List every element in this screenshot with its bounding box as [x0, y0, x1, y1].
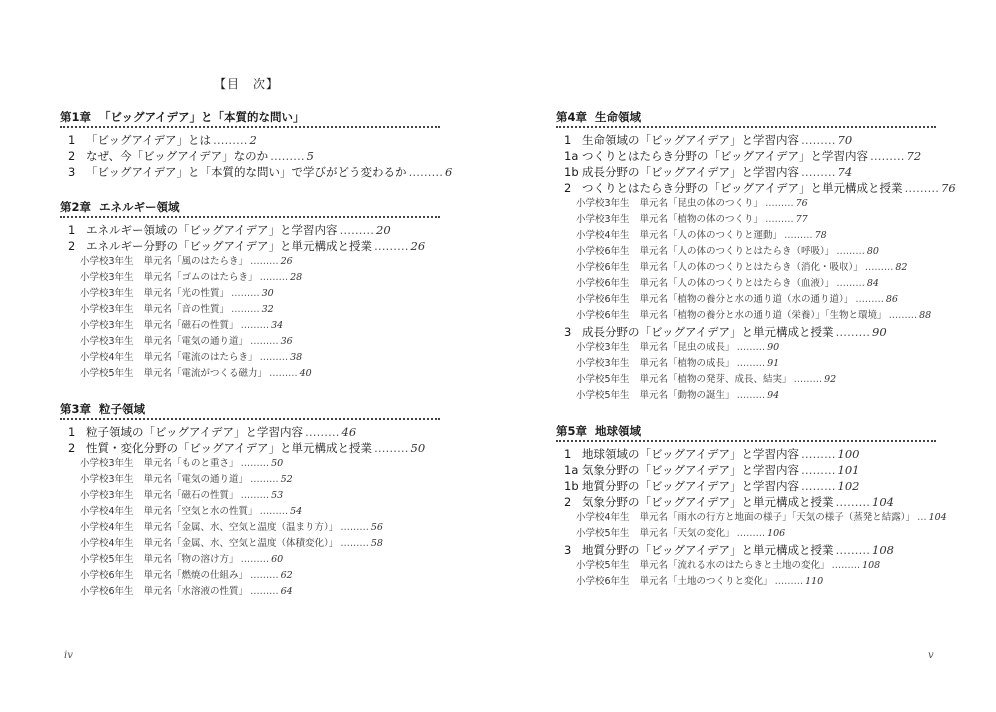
toc-subentry [556, 292, 936, 308]
entry-page: 6 [445, 165, 453, 179]
toc-subentry [556, 356, 936, 372]
entry-number: 1 [68, 223, 76, 237]
entry-title: つくりとはたらき分野の「ビッグアイデア」と学習内容 [582, 149, 869, 163]
entry-title: 単元名「人の体のつくりとはたらき（呼吸）」 [639, 246, 835, 257]
entry-title: 単元名「電流のはたらき」 [143, 352, 258, 363]
entry-title: 単元名「植物の体のつくり」 [639, 214, 764, 225]
toc-entry [60, 132, 440, 148]
entry-grade: 小学校3年生 [80, 474, 134, 485]
entry-page: 5 [306, 149, 314, 163]
entry-page: 108 [872, 543, 894, 557]
toc-subentry [60, 254, 440, 270]
toc-subentry [60, 318, 440, 334]
leader-dots: ……… [408, 165, 444, 179]
leader-dots: ……… [259, 352, 289, 363]
leader-dots: ……… [250, 256, 279, 267]
entry-grade: 小学校5年生 [80, 554, 134, 565]
entry-page: 32 [261, 304, 274, 315]
leader-dots: ……… [835, 543, 871, 557]
leader-dots: ……… [835, 325, 871, 339]
toc-subentry [60, 504, 440, 520]
leader-dots: ……… [870, 149, 905, 163]
entry-title: 単元名「人の体のつくりとはたらき（血液）」 [639, 278, 835, 289]
entry-page: 62 [280, 570, 293, 581]
entry-grade: 小学校5年生 [576, 528, 630, 539]
entry-grade: 小学校4年生 [80, 352, 134, 363]
entry-grade: 小学校3年生 [80, 304, 134, 315]
entry-page: 108 [862, 560, 881, 571]
entry-page: 90 [872, 325, 887, 339]
entry-number: 3 [564, 325, 572, 339]
toc-subentry [556, 526, 936, 542]
page-number-right: v [928, 650, 934, 661]
entry-grade: 小学校5年生 [576, 390, 630, 401]
entry-title: 地球領域の「ビッグアイデア」と学習内容 [582, 447, 800, 461]
entry-number: 2 [68, 239, 76, 253]
chapter-number: 第4章 [556, 110, 588, 124]
entry-grade: 小学校3年生 [576, 198, 630, 209]
entry-grade: 小学校5年生 [576, 560, 630, 571]
entry-grade: 小学校3年生 [80, 336, 134, 347]
entry-page: 56 [370, 522, 383, 533]
chapter-title: 「ビッグアイデア」と「本質的な問い」 [99, 110, 305, 124]
entry-title: 単元名「植物の成長」 [639, 358, 735, 369]
leader-dots: ……… [801, 479, 836, 493]
toc-subentry [60, 536, 440, 552]
entry-page: 64 [280, 586, 293, 597]
leader-dots: ……… [305, 425, 340, 439]
toc-subentry [556, 244, 936, 260]
entry-page: 92 [824, 374, 837, 385]
toc-subentry [556, 308, 936, 324]
toc-subentry [556, 558, 936, 574]
entry-page: 104 [872, 495, 894, 509]
leader-dots: ……… [250, 474, 279, 485]
entry-title: 地質分野の「ビッグアイデア」と単元構成と授業 [582, 543, 834, 557]
toc-chapter [556, 424, 947, 590]
entry-page: 40 [299, 368, 312, 379]
entry-grade: 小学校5年生 [80, 368, 134, 379]
entry-page: 100 [837, 447, 860, 461]
entry-title: 単元名「音の性質」 [143, 304, 230, 315]
leader-dots: ……… [259, 506, 289, 517]
chapter-title: 地球領域 [595, 424, 642, 438]
entry-title: 気象分野の「ビッグアイデア」と学習内容 [582, 463, 800, 477]
entry-title: 成長分野の「ビッグアイデア」と学習内容 [582, 165, 800, 179]
chapter-heading [556, 110, 936, 128]
leader-dots: ……… [855, 294, 884, 305]
leader-dots: ……… [339, 223, 375, 237]
leader-dots: ……… [836, 246, 865, 257]
entry-title: 単元名「動物の誕生」 [639, 390, 735, 401]
entry-title: 単元名「電気の通り道」 [143, 336, 249, 347]
leader-dots: ……… [250, 336, 279, 347]
entry-grade: 小学校6年生 [576, 294, 630, 305]
entry-grade: 小学校6年生 [576, 278, 630, 289]
toc-right-column [556, 110, 956, 610]
toc-subentry [60, 350, 440, 366]
toc-subentry [556, 340, 936, 356]
entry-page: 36 [280, 336, 293, 347]
toc-title: 【目 次】 [214, 77, 280, 91]
entry-page: 77 [795, 214, 808, 225]
entry-grade: 小学校4年生 [576, 230, 630, 241]
leader-dots: ……… [240, 320, 270, 331]
leader-dots: ……… [864, 262, 894, 273]
entry-title: 単元名「土地のつくりと変化」 [639, 576, 773, 587]
leader-dots: ……… [213, 133, 248, 147]
leader-dots: ……… [801, 165, 836, 179]
leader-dots: ……… [250, 570, 279, 581]
entry-title: 生命領域の「ビッグアイデア」と学習内容 [582, 133, 800, 147]
entry-grade: 小学校3年生 [80, 272, 134, 283]
entry-grade: 小学校5年生 [576, 374, 630, 385]
entry-page: 50 [410, 441, 426, 455]
entry-number: 2 [564, 495, 572, 509]
entry-page: 90 [767, 342, 780, 353]
leader-dots: ……… [774, 576, 804, 587]
leader-dots: ……… [765, 214, 794, 225]
entry-title: 単元名「金属、水、空気と温度（体積変化）」 [143, 538, 339, 549]
toc-subentry [60, 270, 440, 286]
entry-page: 88 [919, 310, 932, 321]
leader-dots: ……… [831, 560, 861, 571]
toc-subentry [60, 334, 440, 350]
entry-number: 2 [68, 441, 76, 455]
leader-dots: ……… [904, 181, 940, 195]
entry-title: 単元名「昆虫の成長」 [639, 342, 735, 353]
entry-grade: 小学校4年生 [80, 522, 134, 533]
entry-title: 単元名「植物の発芽、成長、結実」 [639, 374, 792, 385]
toc-entry [556, 180, 956, 196]
toc-subentry [556, 388, 936, 404]
leader-dots: ……… [736, 358, 766, 369]
toc-chapter [60, 200, 440, 382]
leader-dots: ……… [340, 538, 369, 549]
entry-page: 46 [341, 425, 357, 439]
entry-page: 70 [837, 133, 853, 147]
entry-grade: 小学校3年生 [80, 490, 134, 501]
chapter-title: エネルギー領域 [99, 200, 180, 214]
entry-title: 「ビッグアイデア」と「本質的な問い」で学びがどう変わるか [86, 165, 407, 179]
toc-subentry [60, 366, 440, 382]
entry-page: 86 [885, 294, 898, 305]
toc-subentry [556, 372, 936, 388]
entry-number: 1a [564, 463, 579, 477]
entry-title: 単元名「物の溶け方」 [143, 554, 239, 565]
toc-entry [556, 542, 936, 558]
entry-title: 「ビッグアイデア」とは [86, 133, 212, 147]
chapter-heading [556, 424, 936, 442]
chapter-title: 生命領域 [595, 110, 642, 124]
entry-page: 94 [767, 390, 780, 401]
entry-title: 単元名「人の体のつくりと運動」 [639, 230, 783, 241]
entry-page: 53 [271, 490, 284, 501]
leader-dots: ……… [836, 278, 865, 289]
toc-subentry [60, 472, 440, 488]
entry-page: 84 [866, 278, 879, 289]
toc-subentry [556, 212, 936, 228]
leader-dots: ……… [835, 495, 871, 509]
leader-dots: ……… [801, 463, 836, 477]
entry-page: 28 [290, 272, 303, 283]
toc-entry [60, 440, 440, 456]
entry-title: 単元名「磁石の性質」 [143, 320, 239, 331]
entry-title: 単元名「電気の通り道」 [143, 474, 249, 485]
entry-title: 単元名「天気の変化」 [639, 528, 735, 539]
toc-subentry [60, 552, 440, 568]
entry-title: 単元名「電流がつくる磁力」 [143, 368, 268, 379]
leader-dots: ……… [736, 390, 766, 401]
toc-subentry [556, 196, 936, 212]
entry-title: 単元名「植物の養分と水の通り道（栄養）」「生物と環境」 [639, 310, 887, 321]
entry-title: 単元名「ものと重さ」 [143, 458, 239, 469]
leader-dots: ……… [374, 239, 409, 253]
entry-grade: 小学校3年生 [80, 320, 134, 331]
toc-chapter [60, 402, 440, 600]
entry-grade: 小学校6年生 [576, 310, 630, 321]
entry-number: 1 [68, 133, 76, 147]
leader-dots: ……… [784, 230, 813, 241]
entry-page: 101 [837, 463, 860, 477]
entry-page: 38 [290, 352, 303, 363]
entry-grade: 小学校3年生 [80, 288, 134, 299]
entry-title: 単元名「昆虫の体のつくり」 [639, 198, 764, 209]
toc-entry [60, 424, 440, 440]
entry-title: 単元名「流れる水のはたらきと土地の変化」 [639, 560, 830, 571]
entry-page: 80 [866, 246, 879, 257]
entry-title: 単元名「ゴムのはたらき」 [143, 272, 258, 283]
entry-title: 単元名「植物の養分と水の通り道（水の通り道）」 [639, 294, 854, 305]
leader-dots: ……… [736, 528, 766, 539]
entry-grade: 小学校3年生 [80, 256, 134, 267]
entry-page: 60 [271, 554, 284, 565]
entry-page: 110 [805, 576, 824, 587]
entry-grade: 小学校4年生 [80, 506, 134, 517]
entry-title: 単元名「金属、水、空気と温度（温まり方）」 [143, 522, 339, 533]
chapter-number: 第3章 [60, 402, 92, 416]
chapter-heading [60, 110, 440, 128]
entry-grade: 小学校6年生 [576, 262, 630, 273]
leader-dots: ……… [240, 554, 270, 565]
entry-title: なぜ、今「ビッグアイデア」なのか [86, 149, 269, 163]
toc-entry [556, 462, 936, 478]
leader-dots: ……… [801, 133, 836, 147]
entry-title: 単元名「磁石の性質」 [143, 490, 239, 501]
toc-subentry [556, 510, 947, 526]
leader-dots: ……… [240, 490, 270, 501]
entry-page: 50 [271, 458, 284, 469]
toc-subentry [60, 584, 440, 600]
entry-number: 1a [564, 149, 579, 163]
leader-dots: ……… [231, 304, 260, 315]
entry-page: 76 [795, 198, 808, 209]
entry-title: 単元名「水溶液の性質」 [143, 586, 249, 597]
entry-page: 78 [814, 230, 827, 241]
entry-title: 気象分野の「ビッグアイデア」と単元構成と授業 [582, 495, 834, 509]
toc-entry [556, 324, 936, 340]
entry-grade: 小学校3年生 [576, 342, 630, 353]
toc-subentry [60, 520, 440, 536]
entry-title: 単元名「人の体のつくりとはたらき（消化・吸収）」 [639, 262, 863, 273]
leader-dots: ……… [269, 368, 298, 379]
toc-entry [60, 238, 440, 254]
toc-subentry [60, 302, 440, 318]
entry-title: 成長分野の「ビッグアイデア」と単元構成と授業 [582, 325, 834, 339]
toc-entry [556, 132, 936, 148]
leader-dots: ……… [270, 149, 305, 163]
leader-dots: … [917, 512, 927, 523]
entry-page: 82 [895, 262, 908, 273]
entry-page: 2 [249, 133, 257, 147]
entry-number: 2 [68, 149, 76, 163]
chapter-number: 第1章 [60, 110, 92, 124]
toc-entry [556, 164, 936, 180]
toc-chapter [60, 110, 453, 180]
leader-dots: ……… [801, 447, 836, 461]
toc-subentry [60, 286, 440, 302]
entry-title: 粒子領域の「ビッグアイデア」と学習内容 [86, 425, 304, 439]
entry-number: 1b [564, 479, 579, 493]
leader-dots: ……… [888, 310, 918, 321]
toc-entry [556, 494, 936, 510]
toc-entry [556, 148, 936, 164]
leader-dots: ……… [240, 458, 270, 469]
entry-number: 1 [564, 447, 572, 461]
entry-page: 72 [906, 149, 922, 163]
toc-subentry [556, 574, 936, 590]
entry-number: 3 [564, 543, 572, 557]
entry-title: 地質分野の「ビッグアイデア」と学習内容 [582, 479, 800, 493]
entry-page: 74 [837, 165, 853, 179]
entry-title: 単元名「空気と水の性質」 [143, 506, 258, 517]
entry-page: 30 [261, 288, 274, 299]
entry-grade: 小学校4年生 [576, 512, 630, 523]
entry-page: 26 [410, 239, 426, 253]
entry-number: 2 [564, 181, 572, 195]
entry-page: 76 [941, 181, 956, 195]
entry-page: 104 [928, 512, 947, 523]
toc-left-column [60, 110, 453, 620]
chapter-title: 粒子領域 [99, 402, 146, 416]
leader-dots: ……… [736, 342, 766, 353]
entry-number: 1 [68, 425, 76, 439]
entry-page: 58 [370, 538, 383, 549]
entry-title: 単元名「風のはたらき」 [143, 256, 249, 267]
leader-dots: ……… [259, 272, 289, 283]
entry-page: 26 [280, 256, 293, 267]
entry-grade: 小学校6年生 [80, 570, 134, 581]
entry-grade: 小学校6年生 [576, 576, 630, 587]
chapter-number: 第5章 [556, 424, 588, 438]
entry-title: エネルギー分野の「ビッグアイデア」と単元構成と授業 [86, 239, 373, 253]
chapter-heading [60, 402, 440, 420]
leader-dots: ……… [250, 586, 279, 597]
toc-subentry [556, 276, 936, 292]
toc-entry [60, 222, 440, 238]
toc-subentry [556, 228, 936, 244]
leader-dots: ……… [231, 288, 260, 299]
entry-grade: 小学校4年生 [80, 538, 134, 549]
entry-grade: 小学校3年生 [576, 214, 630, 225]
entry-number: 1 [564, 133, 572, 147]
entry-title: つくりとはたらき分野の「ビッグアイデア」と単元構成と授業 [582, 181, 903, 195]
entry-number: 3 [68, 165, 76, 179]
entry-grade: 小学校6年生 [576, 246, 630, 257]
toc-entry [60, 148, 440, 164]
entry-title: 単元名「雨水の行方と地面の様子」「天気の様子（蒸発と結露）」 [639, 512, 916, 523]
entry-page: 106 [767, 528, 786, 539]
leader-dots: ……… [340, 522, 369, 533]
entry-page: 52 [280, 474, 293, 485]
toc-subentry [556, 260, 936, 276]
entry-page: 54 [290, 506, 303, 517]
entry-title: 単元名「燃焼の仕組み」 [143, 570, 249, 581]
entry-number: 1b [564, 165, 579, 179]
toc-entry [60, 164, 453, 180]
toc-entry [556, 446, 936, 462]
entry-page: 91 [767, 358, 780, 369]
entry-grade: 小学校3年生 [80, 458, 134, 469]
entry-title: エネルギー領域の「ビッグアイデア」と学習内容 [86, 223, 338, 237]
entry-title: 性質・変化分野の「ビッグアイデア」と単元構成と授業 [86, 441, 373, 455]
leader-dots: ……… [793, 374, 823, 385]
page-number-left: iv [64, 650, 73, 661]
chapter-heading [60, 200, 440, 218]
leader-dots: ……… [765, 198, 794, 209]
entry-title: 単元名「光の性質」 [143, 288, 230, 299]
entry-grade: 小学校3年生 [576, 358, 630, 369]
entry-page: 102 [837, 479, 860, 493]
toc-subentry [60, 488, 440, 504]
entry-page: 34 [271, 320, 284, 331]
leader-dots: ……… [374, 441, 409, 455]
toc-subentry [60, 456, 440, 472]
chapter-number: 第2章 [60, 200, 92, 214]
entry-page: 20 [376, 223, 391, 237]
entry-grade: 小学校6年生 [80, 586, 134, 597]
toc-chapter [556, 110, 956, 404]
toc-subentry [60, 568, 440, 584]
toc-entry [556, 478, 936, 494]
